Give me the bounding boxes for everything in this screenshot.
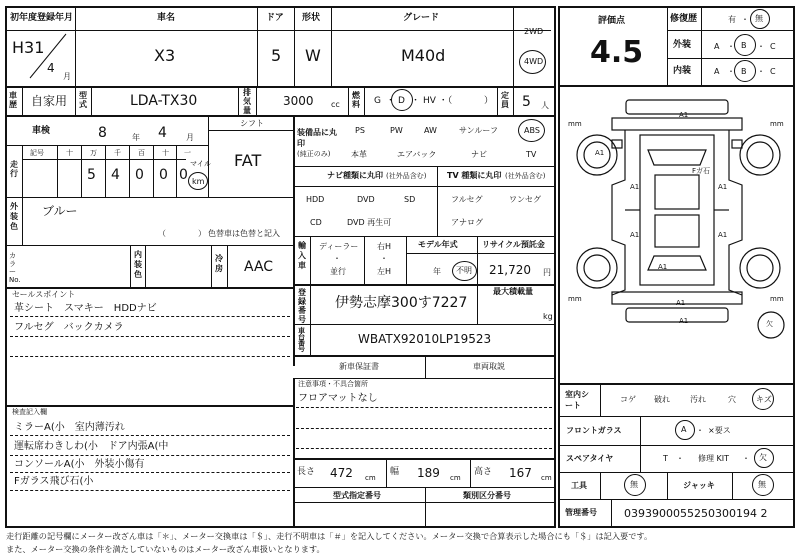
seat-tear: 破れ [654, 395, 670, 404]
import-dot: ・ [333, 254, 341, 263]
spare-dot2: ・ [742, 454, 750, 463]
drive-2wd: 2WD [524, 27, 544, 36]
navi-hdd: HDD [306, 195, 325, 204]
mileage-mark-label: 記号 [30, 149, 44, 157]
damage-mark: A1 [676, 299, 686, 307]
registration-month: 4 [47, 61, 55, 75]
mileage-digit: 0 [135, 167, 144, 183]
dim-mm: mm [568, 120, 582, 128]
fuel-close: ） [484, 96, 494, 106]
shaken-month-unit: 月 [186, 133, 194, 142]
damage-mark: A1 [630, 231, 640, 239]
interior-grade-c: C [770, 67, 776, 76]
length-unit: cm [365, 474, 376, 482]
tv-fullseg: フルセグ [451, 195, 483, 204]
width-value: 189 [417, 466, 440, 480]
model-year-label: モデル年式 [418, 240, 458, 249]
seat-scratch: キズ [756, 395, 772, 404]
equip-navi: ナビ [471, 150, 487, 159]
spare-kit: 修理 KIT [698, 454, 730, 463]
score-value: 4.5 [590, 35, 644, 70]
notes-label: 注意事項・不具合箇所 [298, 380, 368, 388]
equipment-sub-label: (純正のみ) [297, 150, 331, 158]
jack-value: 無 [758, 480, 766, 489]
usage-value: 自家用 [31, 94, 68, 108]
glass-x: ×要ス [708, 426, 731, 435]
mile-label: マイル [190, 160, 211, 168]
repair-no: 無 [755, 14, 763, 23]
repair-yes: 有 [728, 15, 736, 24]
car-name-label: 車名 [157, 13, 176, 23]
model-year-unit: 年 [433, 267, 441, 276]
new-warranty-label: 新車保証書 [339, 362, 379, 371]
spare-t: T [663, 454, 668, 463]
damage-mark: A1 [679, 111, 689, 119]
shaken-month: 4 [158, 125, 167, 141]
unit-label: 千 [114, 149, 121, 157]
capacity-unit: 人 [541, 101, 549, 110]
shaken-year-unit: 年 [132, 133, 140, 142]
tools-value: 無 [630, 480, 638, 489]
max-load-unit: kg [543, 312, 553, 321]
interior-grade-b: B [741, 67, 747, 76]
mileage-label: 走行 [10, 160, 18, 178]
manual-label: 車両取説 [473, 362, 505, 371]
unit-label: 万 [90, 149, 97, 157]
repair-dot: ・ [741, 15, 749, 24]
shape-label: 形状 [302, 13, 321, 23]
class-number-label: 類別区分番号 [463, 491, 511, 500]
seat-label: 室内シート [565, 390, 589, 410]
recycle-label: リサイクル預託金 [482, 240, 545, 249]
chassis-value: WBATX92010LP19523 [358, 332, 492, 346]
inspection-line: ミラーA(小 室内薄汚れ [14, 422, 125, 433]
height-value: 167 [509, 466, 532, 480]
dim-mm: mm [770, 120, 784, 128]
capacity-value: 5 [522, 94, 531, 110]
door-value: 5 [271, 46, 282, 65]
exterior-grade-b: B [741, 41, 747, 50]
type-number-label: 型式指定番号 [333, 491, 381, 500]
exterior-grade-dot: ・ [757, 42, 765, 51]
fuel-hv: HV ・（ [423, 96, 453, 106]
exterior-label: 外装 [673, 40, 692, 50]
length-label: 長さ [297, 467, 316, 477]
footer-line2: また、メーター交換の条件を満たしていないものはメーター改ざん車扱いとなります。 [6, 544, 325, 554]
import-right-h: 右H [377, 242, 392, 251]
colorno-label: カラーNo. [9, 252, 21, 284]
height-label: 高さ [474, 467, 493, 477]
inspection-line: 運転席わきしわ(小 ドア内張A(中 [14, 441, 169, 452]
damage-mark: A1 [718, 183, 728, 191]
exterior-grade-c: C [770, 42, 776, 51]
mileage-digit: 0 [179, 167, 188, 183]
equip-sunroof: サンルーフ [459, 126, 498, 135]
month-unit: 月 [63, 72, 71, 81]
seat-stain: 汚れ [690, 395, 706, 404]
spare-missing: 欠 [759, 453, 767, 462]
import-dealer: ディーラー [319, 242, 359, 251]
ac-value: AAC [244, 259, 274, 275]
shaken-year: 8 [98, 125, 107, 141]
shift-value: FAT [234, 151, 262, 170]
fuel-dot2: ・ [411, 96, 421, 106]
door-label: ドア [266, 13, 284, 23]
front-glass-label: フロントガラス [566, 426, 622, 435]
import-left-h: 左H [377, 267, 392, 276]
unit-label: 百 [138, 149, 145, 157]
registration-value: 伊勢志摩300す7227 [335, 295, 468, 311]
tools-label: 工具 [571, 481, 587, 490]
damage-mark: A1 [679, 317, 689, 325]
usage-label: 車歴 [9, 91, 17, 109]
interior-grade-dot: ・ [757, 67, 765, 76]
model-year-unknown: 不明 [456, 266, 472, 275]
glass-dot: ・ [696, 426, 704, 435]
sales-point-label: セールスポイント [12, 290, 76, 299]
equip-airbag: エアバック [397, 150, 437, 159]
drive-4wd: 4WD [524, 57, 544, 66]
repair-history-label: 修復歴 [670, 14, 698, 24]
unit-label: 一 [184, 149, 191, 157]
tv-type-sub: (社外品含む) [505, 172, 546, 180]
spare-tire-label: スペアタイヤ [566, 454, 614, 463]
color-note: 色替車は色替と記入 [208, 229, 280, 238]
width-label: 幅 [390, 467, 400, 477]
tv-oneseg: ワンセグ [509, 195, 541, 204]
equip-ps: PS [355, 126, 365, 135]
height-unit: cm [541, 474, 552, 482]
interior-color-label: 内装色 [134, 250, 142, 279]
dim-mm: mm [568, 295, 582, 303]
glass-a: A [681, 425, 687, 434]
footer-line1: 走行距離の記号欄にメーター改ざん車は「＊」、メーター交換車は「＄」、走行不明車は「＃」を記入してください。メーター交換で合算表示した場合にも「＄」は記入要です。 [6, 531, 653, 541]
damage-mark: 欠 [766, 320, 773, 328]
interior-grade-dot: ・ [727, 67, 735, 76]
jack-label: ジャッキ [683, 481, 715, 490]
grade-value: M40d [401, 46, 446, 65]
registration-label: 登録番号 [298, 288, 306, 324]
navi-dvd-play: DVD 再生可 [347, 218, 392, 227]
damage-mark: A1 [595, 149, 605, 157]
model-value: LDA-TX30 [130, 93, 198, 109]
equip-aw: AW [424, 126, 437, 135]
spare-dot: ・ [676, 454, 684, 463]
import-parallel: 並行 [330, 267, 346, 276]
seat-burn: コゲ [620, 395, 636, 404]
mileage-digit: 5 [87, 167, 96, 183]
tv-analog: アナログ [451, 218, 483, 227]
color-note-close: ） [198, 229, 206, 238]
navi-type-sub: (社外品含む) [386, 172, 427, 180]
tv-type-label: TV 種類に丸印 [447, 171, 502, 180]
unit-label: 十 [66, 149, 73, 157]
equip-tv: TV [526, 150, 537, 159]
management-label: 管理番号 [565, 508, 597, 517]
ac-label: 冷房 [215, 254, 223, 273]
equip-leather: 本革 [351, 150, 367, 159]
shift-label: シフト [240, 119, 264, 128]
navi-sd: SD [404, 195, 416, 204]
car-name-value: X3 [154, 46, 176, 65]
navi-dvd: DVD [357, 195, 375, 204]
damage-mark: A1 [630, 183, 640, 191]
import-dot2: ・ [380, 254, 388, 263]
model-label: 型式 [79, 91, 87, 109]
equipment-label: 装備品に丸印 [297, 128, 337, 148]
color-note-open: （ [158, 229, 166, 238]
first-registration-label: 初年度登録年月 [10, 13, 74, 23]
seat-hole: 穴 [728, 395, 736, 404]
shape-value: W [305, 46, 321, 65]
exterior-grade-a: A [714, 42, 720, 51]
color-value: ブルー [42, 204, 78, 218]
inspection-line: Fガラス飛び石(小 [14, 476, 94, 487]
width-unit: cm [450, 474, 461, 482]
cc-unit: cc [331, 100, 340, 109]
registration-era: H31 [12, 38, 45, 57]
chassis-label: 車台番号 [298, 327, 305, 353]
inspection-label: 検査記入欄 [12, 408, 47, 416]
recycle-unit: 円 [543, 268, 551, 277]
shaken-label: 車検 [32, 126, 51, 136]
fuel-dot: ・ [386, 96, 396, 106]
grade-label: グレード [403, 13, 440, 23]
exterior-grade-dot: ・ [727, 42, 735, 51]
length-value: 472 [330, 466, 353, 480]
interior-grade-a: A [714, 67, 720, 76]
navi-cd: CD [310, 218, 322, 227]
capacity-label: 定員 [501, 91, 509, 109]
color-label: 外装色 [10, 202, 18, 231]
notes-value: フロアマットなし [298, 393, 378, 404]
sales-point-line: 革シート スマキー HDDナビ [14, 303, 157, 314]
damage-mark: A1 [718, 231, 728, 239]
navi-type-label: ナビ種類に丸印 [327, 171, 383, 180]
fuel-label: 燃料 [352, 91, 360, 109]
mileage-digit: 0 [159, 167, 168, 183]
fuel-d: D [398, 96, 405, 106]
management-number: 0393900055250300194 2 [624, 507, 768, 520]
unit-label: 十 [162, 149, 169, 157]
mileage-digit: 4 [111, 167, 120, 183]
sales-point-line: フルセグ バックカメラ [14, 322, 124, 333]
max-load-label: 最大積載量 [493, 287, 533, 296]
equip-pw: PW [390, 126, 403, 135]
dim-mm: mm [770, 295, 784, 303]
damage-mark: A1 [658, 263, 668, 271]
displacement-value: 3000 [283, 94, 314, 108]
fuel-g: G [374, 96, 381, 106]
inspection-line: コンソールA(小 外装小傷有 [14, 459, 145, 470]
interior-label: 内装 [673, 66, 692, 76]
damage-mark: Fガ石 [692, 167, 711, 175]
import-label: 輸入車 [298, 241, 306, 270]
score-label: 評価点 [598, 16, 626, 26]
recycle-value: 21,720 [489, 263, 531, 277]
equip-abs: ABS [524, 126, 540, 135]
displacement-label: 排気量 [243, 88, 251, 115]
km-label: km [192, 177, 205, 186]
